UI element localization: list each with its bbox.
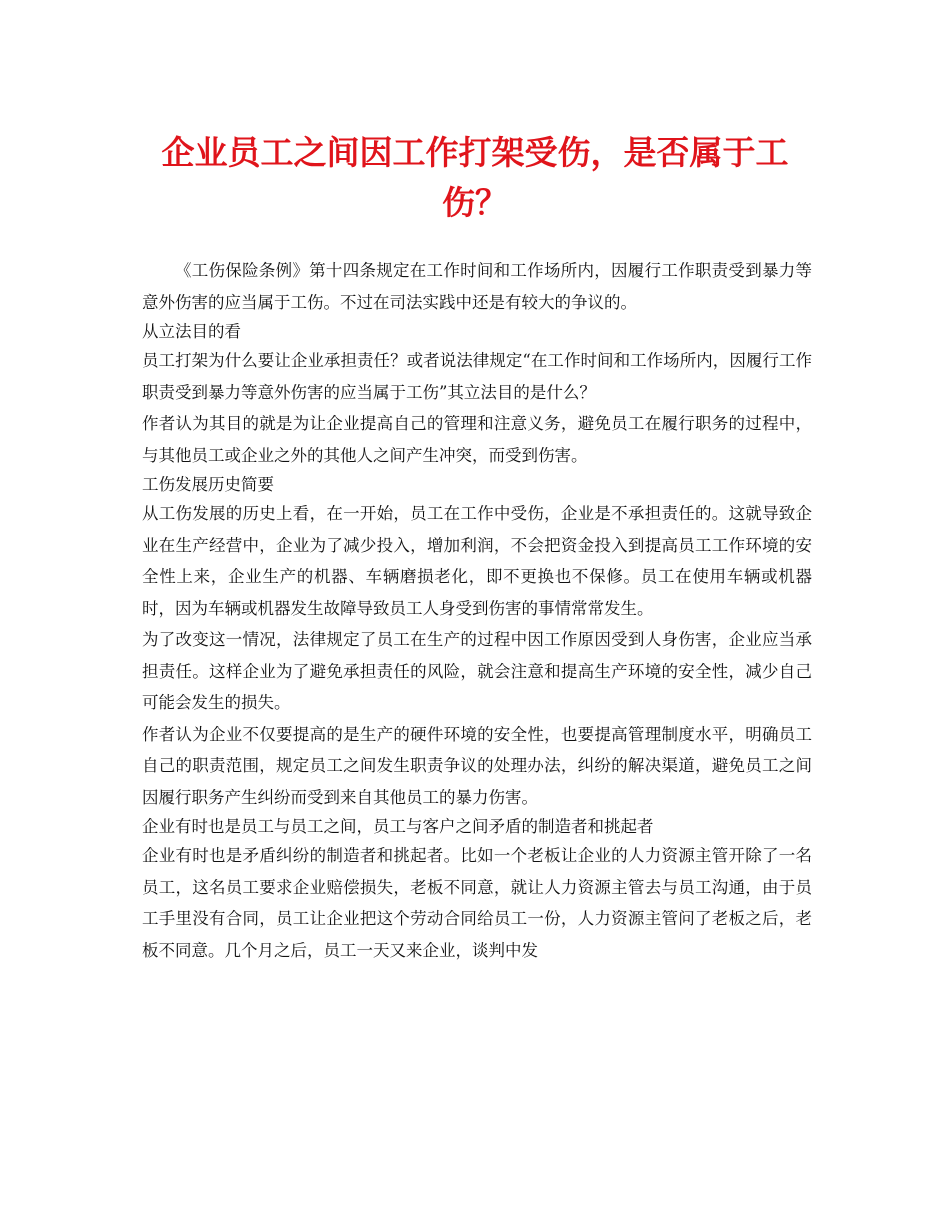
section-heading-history: 工伤发展历史简要	[142, 475, 274, 494]
paragraph-law-change: 为了改变这一情况，法律规定了员工在生产的过程中因工作原因受到人身伤害，企业应当承担责任。这样企业为了避免承担责任的风险，就会注意和提高生产环境的安全性，减少自己可能会发生的损失。	[142, 630, 812, 712]
paragraph-management: 作者认为企业不仅要提高的是生产的硬件环境的安全性，也要提高管理制度水平，明确员工自己的职责范围，规定员工之间发生职责争议的处理办法，纠纷的解决渠道，避免员工之间因履行职务产生纠纷而受到来自其他员工的暴力伤害。	[142, 724, 812, 807]
section-heading-conflict-maker: 企业有时也是员工与员工之间，员工与客户之间矛盾的制造者和挑起者	[142, 817, 654, 836]
section-heading-legislative-purpose: 从立法目的看	[142, 322, 241, 341]
paragraph-example: 企业有时也是矛盾纠纷的制造者和挑起者。比如一个老板让企业的人力资源主管开除了一名员工，这名员工要求企业赔偿损失，老板不同意，就让人力资源主管去与员工沟通，由于员工手里没有合同，员工让企业把这个劳动合同给员工一份，人力资源主管问了老板之后，老板不同意。几个月之后，员工一天又来企业，谈判中发	[142, 846, 812, 960]
paragraph-intro: 《工伤保险条例》第十四条规定在工作时间和工作场所内，因履行工作职责受到暴力等意外伤害的应当属于工伤。不过在司法实践中还是有较大的争议的。	[142, 261, 812, 312]
document-body	[142, 255, 812, 966]
title-line-2: 伤？	[442, 183, 508, 222]
paragraph-question: 员工打架为什么要让企业承担责任？或者说法律规定“在工作时间和工作场所内，因履行工作职责受到暴力等意外伤害的应当属于工伤”其立法目的是什么？	[142, 351, 812, 402]
paragraph-author-view: 作者认为其目的就是为让企业提高自己的管理和注意义务，避免员工在履行职务的过程中，与其他员工或企业之外的其他人之间产生冲突，而受到伤害。	[142, 414, 812, 465]
paragraph-history: 从工伤发展的历史上看，在一开始，员工在工作中受伤，企业是不承担责任的。这就导致企业在生产经营中，企业为了减少投入，增加利润，不会把资金投入到提高员工工作环境的安全性上来，企业生产的机器、车辆磨损老化，即不更换也不保修。员工在使用车辆或机器时，因为车辆或机器发生故障导致员工人身受到伤害的事情常常发生。	[142, 504, 812, 618]
title-line-1: 企业员工之间因工作打架受伤，是否属于工	[161, 133, 789, 172]
document-title	[100, 128, 850, 228]
